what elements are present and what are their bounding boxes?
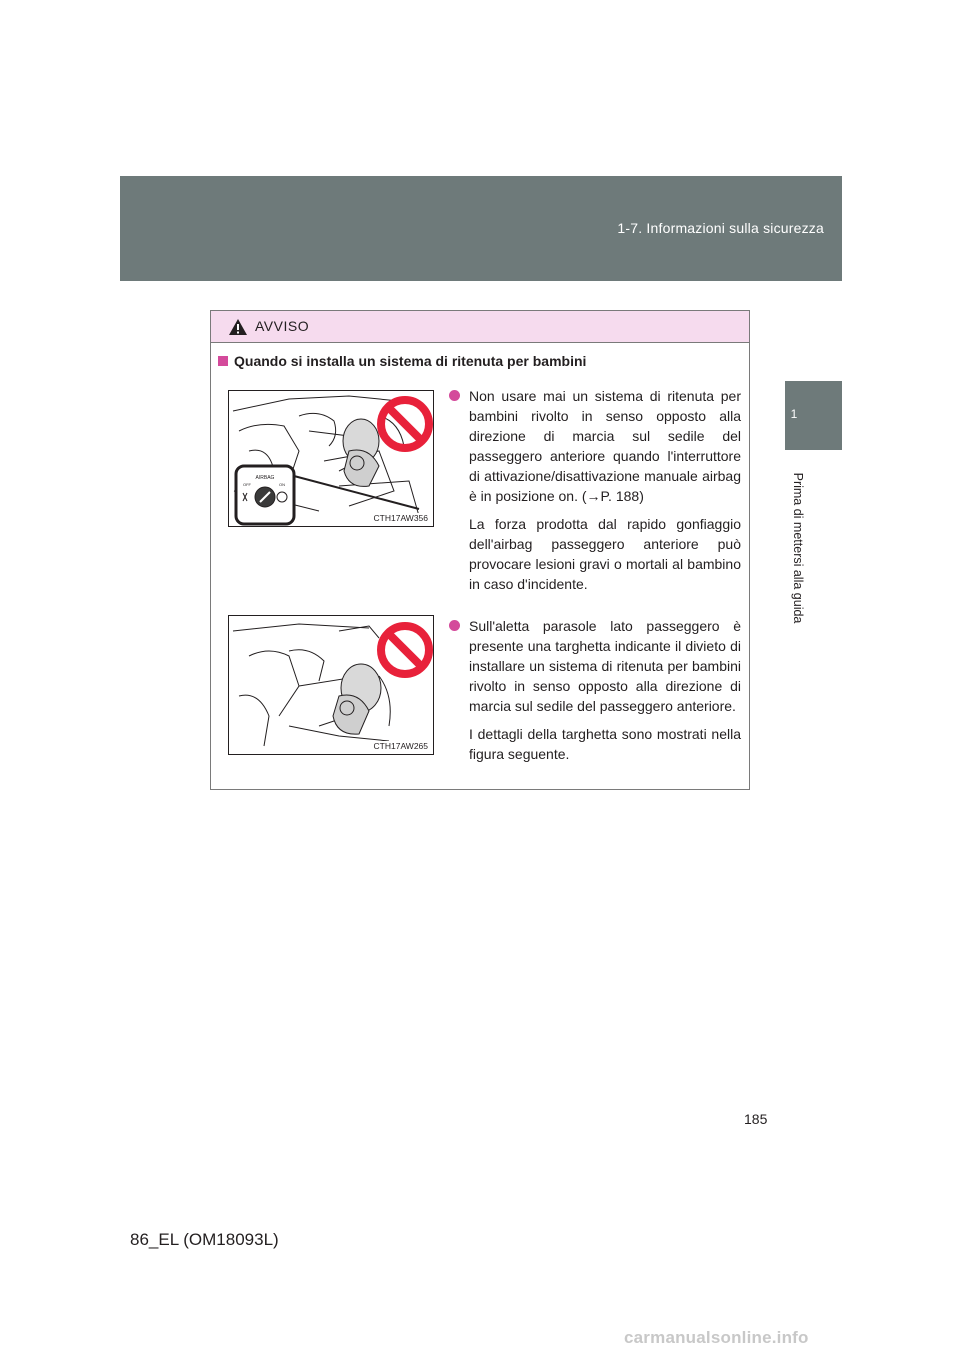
warning-item bbox=[449, 616, 741, 764]
header-band bbox=[120, 176, 842, 281]
section-title: 1-7. Informazioni sulla sicurezza bbox=[617, 220, 824, 236]
warning-triangle-icon bbox=[228, 318, 248, 336]
illustration-rear-facing-seat-airbag-on bbox=[228, 390, 434, 527]
detail-text: I dettagli della targhetta sono mostrati nella figura seguente. bbox=[469, 726, 741, 762]
airbag-on-label: ON bbox=[279, 482, 285, 487]
image-code-label: CTH17AW356 bbox=[373, 513, 428, 523]
chapter-number: 1 bbox=[790, 407, 798, 421]
bullet-text: Sull'aletta parasole lato passeggero è presente una targhetta indicante il divieto di installare un sistema di ritenuta per bambini rivolto in senso opposto alla direzione di marcia sul sedile del passeggero anteriore. bbox=[469, 618, 741, 714]
warning-item bbox=[449, 386, 741, 594]
page-number: 185 bbox=[744, 1111, 768, 1127]
prohibition-icon bbox=[381, 626, 429, 674]
image-code-label: CTH17AW265 bbox=[373, 741, 428, 751]
illustration-rear-facing-seat-passenger bbox=[228, 615, 434, 755]
round-bullet-icon bbox=[449, 390, 460, 401]
airbag-off-label: OFF bbox=[243, 482, 251, 487]
warning-title: AVVISO bbox=[255, 318, 310, 334]
car-interior-illustration bbox=[229, 391, 433, 526]
bullet-text: Non usare mai un sistema di ritenuta per bambini rivolto in senso opposto alla direzione di marcia sul sedile del passeggero anteriore quando l'interruttore di attivazione/disattivazione manuale airbag è in posizione on. (→P. 188) bbox=[469, 388, 741, 504]
round-bullet-icon bbox=[449, 620, 460, 631]
watermark: carmanualsonline.info bbox=[624, 1328, 809, 1347]
prohibition-icon bbox=[381, 400, 429, 448]
warning-box bbox=[210, 310, 750, 790]
manual-code: 86_EL (OM18093L) bbox=[130, 1230, 279, 1249]
subheading-text: Quando si installa un sistema di ritenuta per bambini bbox=[234, 353, 587, 369]
car-interior-illustration bbox=[229, 616, 433, 754]
warning-subheading bbox=[218, 353, 586, 369]
square-bullet-icon bbox=[218, 356, 228, 366]
detail-text: La forza prodotta dal rapido gonfiaggio dell'airbag passeggero anteriore può provocare lesioni gravi o mortali al bambino in caso d'incidente. bbox=[469, 516, 741, 592]
warning-header bbox=[211, 311, 749, 343]
airbag-panel-title: AIRBAG bbox=[255, 475, 275, 481]
chapter-title: Prima di mettersi alla guida bbox=[791, 472, 805, 624]
